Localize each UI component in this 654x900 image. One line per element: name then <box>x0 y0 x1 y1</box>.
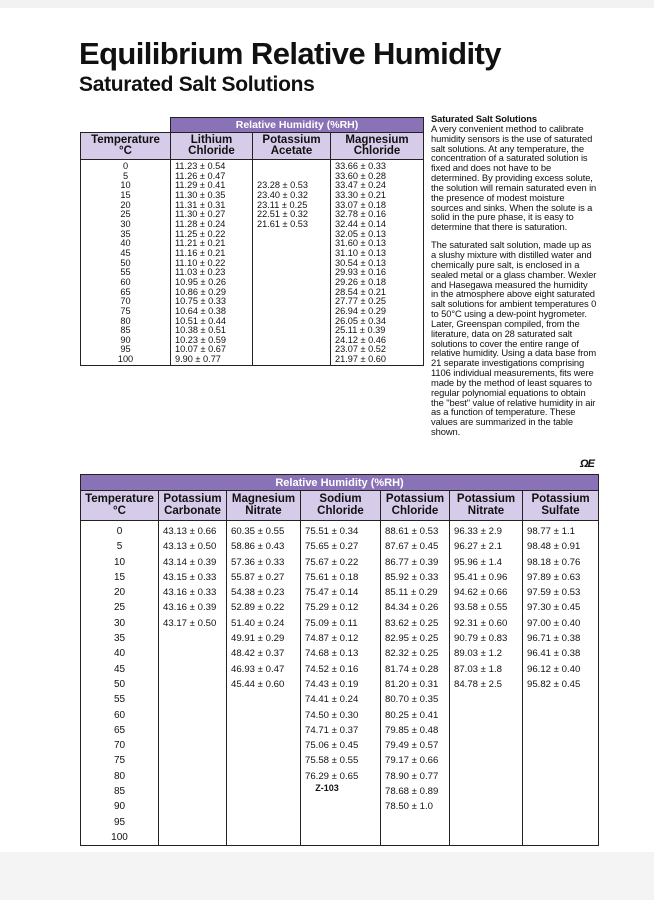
bottom-value-cell <box>159 723 227 738</box>
bottom-temperature-cell: 90 <box>81 799 159 814</box>
bottom-value-cell: 85.92 ± 0.33 <box>381 570 450 585</box>
bottom-value-cell: 82.95 ± 0.25 <box>381 631 450 646</box>
top-value-cell: 31.10 ± 0.13 <box>331 249 424 259</box>
bottom-value-cell: 82.32 ± 0.25 <box>381 646 450 661</box>
top-value-cell: 10.75 ± 0.33 <box>171 297 253 307</box>
bottom-column-header-line: Potassium <box>531 493 590 505</box>
bottom-value-cell: 46.93 ± 0.47 <box>227 662 301 677</box>
bottom-column-header-line: Potassium <box>456 493 516 505</box>
bottom-column-header-line: Chloride <box>317 504 364 517</box>
bottom-value-cell <box>523 799 599 814</box>
bottom-temperature-cell: 10 <box>81 555 159 570</box>
top-temperature-cell: 30 <box>81 220 171 230</box>
top-value-cell: 32.78 ± 0.16 <box>331 210 424 220</box>
top-value-cell <box>253 317 331 327</box>
bottom-column-header-line: Carbonate <box>164 504 221 517</box>
bottom-table-row <box>81 521 599 540</box>
bottom-value-cell: 84.34 ± 0.26 <box>381 600 450 615</box>
top-temperature-cell: 25 <box>81 210 171 220</box>
bottom-value-cell: 74.71 ± 0.37 <box>301 723 381 738</box>
top-value-cell <box>253 259 331 269</box>
top-temperature-cell: 60 <box>81 278 171 288</box>
bottom-value-cell <box>159 830 227 846</box>
top-value-cell <box>253 345 331 355</box>
bottom-value-cell: 86.77 ± 0.39 <box>381 555 450 570</box>
bottom-value-cell <box>227 723 301 738</box>
top-value-cell: 32.44 ± 0.14 <box>331 220 424 230</box>
bottom-value-cell: 48.42 ± 0.37 <box>227 646 301 661</box>
bottom-column-header <box>227 491 301 521</box>
bottom-table-row <box>81 600 599 615</box>
top-value-cell: 30.54 ± 0.13 <box>331 259 424 269</box>
bottom-value-cell: 78.68 ± 0.89 <box>381 784 450 799</box>
top-value-cell: 11.03 ± 0.23 <box>171 268 253 278</box>
bottom-value-cell: 78.50 ± 1.0 <box>381 799 450 814</box>
top-value-cell <box>253 297 331 307</box>
bottom-value-cell <box>159 815 227 830</box>
top-temperature-cell: 0 <box>81 160 171 172</box>
bottom-value-cell <box>159 646 227 661</box>
bottom-table-row <box>81 539 599 554</box>
bottom-value-cell: 92.31 ± 0.60 <box>450 616 523 631</box>
bottom-temperature-cell: 80 <box>81 769 159 784</box>
top-table-row <box>81 160 424 172</box>
top-temperature-cell: 80 <box>81 317 171 327</box>
top-value-cell: 23.07 ± 0.52 <box>331 345 424 355</box>
bottom-value-cell: 83.62 ± 0.25 <box>381 616 450 631</box>
top-value-cell <box>253 249 331 259</box>
bottom-value-cell: 96.12 ± 0.40 <box>523 662 599 677</box>
top-value-cell: 10.95 ± 0.26 <box>171 278 253 288</box>
bottom-value-cell: 55.87 ± 0.27 <box>227 570 301 585</box>
bottom-temperature-cell: 65 <box>81 723 159 738</box>
bottom-column-header <box>381 491 450 521</box>
bottom-column-header-line: Chloride <box>391 504 439 517</box>
bottom-table-row <box>81 830 599 846</box>
bottom-column-header <box>523 491 599 521</box>
top-value-cell: 11.26 ± 0.47 <box>171 172 253 182</box>
bottom-value-cell <box>450 738 523 753</box>
top-temperature-cell: 10 <box>81 181 171 191</box>
top-value-cell <box>253 268 331 278</box>
top-column-header-line: Lithium <box>190 133 233 146</box>
top-value-cell: 32.05 ± 0.13 <box>331 230 424 240</box>
top-value-cell: 33.60 ± 0.28 <box>331 172 424 182</box>
top-humidity-table <box>80 117 424 366</box>
bottom-value-cell: 43.13 ± 0.66 <box>159 521 227 540</box>
top-temperature-cell: 95 <box>81 345 171 355</box>
top-temperature-cell: 50 <box>81 259 171 269</box>
top-value-cell: 27.77 ± 0.25 <box>331 297 424 307</box>
scan-edge-bottom <box>0 852 654 900</box>
top-value-cell: 33.30 ± 0.21 <box>331 191 424 201</box>
bottom-table-row <box>81 692 599 707</box>
bottom-value-cell <box>159 692 227 707</box>
bottom-value-cell: 75.06 ± 0.45 <box>301 738 381 753</box>
bottom-value-cell: 98.77 ± 1.1 <box>523 521 599 540</box>
bottom-table-row <box>81 815 599 830</box>
bottom-value-cell: 43.15 ± 0.33 <box>159 570 227 585</box>
bottom-table-row <box>81 585 599 600</box>
bottom-value-cell <box>450 708 523 723</box>
top-temperature-cell: 45 <box>81 249 171 259</box>
top-column-header <box>171 133 253 160</box>
bottom-value-cell: 79.49 ± 0.57 <box>381 738 450 753</box>
bottom-temperature-cell: 40 <box>81 646 159 661</box>
bottom-value-cell: 75.51 ± 0.34 <box>301 521 381 540</box>
bottom-table-row <box>81 570 599 585</box>
bottom-value-cell: 98.48 ± 0.91 <box>523 539 599 554</box>
bottom-value-cell: 95.82 ± 0.45 <box>523 677 599 692</box>
bottom-temperature-header <box>81 491 159 521</box>
bottom-temperature-cell: 25 <box>81 600 159 615</box>
top-value-cell <box>253 307 331 317</box>
bottom-table-row <box>81 616 599 631</box>
bottom-table-row <box>81 555 599 570</box>
bottom-value-cell <box>301 799 381 814</box>
bottom-value-cell <box>450 692 523 707</box>
bottom-value-cell: 78.90 ± 0.77 <box>381 769 450 784</box>
bottom-value-cell <box>523 815 599 830</box>
bottom-value-cell <box>227 738 301 753</box>
bottom-value-cell: 43.13 ± 0.50 <box>159 539 227 554</box>
scan-edge-top <box>0 0 654 8</box>
bottom-column-header-line: Potassium <box>163 493 222 505</box>
bottom-table-row <box>81 753 599 768</box>
top-temperature-cell: 75 <box>81 307 171 317</box>
bottom-value-cell: 95.96 ± 1.4 <box>450 555 523 570</box>
top-value-cell <box>253 239 331 249</box>
bottom-value-cell <box>159 738 227 753</box>
bottom-value-cell: 84.78 ± 2.5 <box>450 677 523 692</box>
top-column-header-line: Magnesium <box>345 133 409 146</box>
top-value-cell <box>253 326 331 336</box>
bottom-value-cell: 74.87 ± 0.12 <box>301 631 381 646</box>
bottom-value-cell: 97.59 ± 0.53 <box>523 585 599 600</box>
bottom-value-cell <box>159 799 227 814</box>
bottom-value-cell <box>523 692 599 707</box>
bottom-column-header <box>159 491 227 521</box>
top-value-cell <box>253 336 331 346</box>
top-value-cell: 33.47 ± 0.24 <box>331 181 424 191</box>
bottom-value-cell: 79.17 ± 0.66 <box>381 753 450 768</box>
bottom-table-row <box>81 708 599 723</box>
side-paragraph-1: A very convenient method to calibrate humidity sensors is the use of saturated salt solutions. At any temperature, the concentration of a saturated solution is fixed and does not have to be determined. By providing excess solute, the solution will remain saturated even in the presence of modest moisture sources and sinks. When the solute is a solid in the pure phase, it is easy to determine that there is saturation. <box>431 122 597 233</box>
bottom-value-cell: 97.00 ± 0.40 <box>523 616 599 631</box>
top-temperature-cell: 65 <box>81 288 171 298</box>
bottom-value-cell: 45.44 ± 0.60 <box>227 677 301 692</box>
top-value-cell: 11.29 ± 0.41 <box>171 181 253 191</box>
top-value-cell <box>253 288 331 298</box>
top-value-cell: 11.23 ± 0.54 <box>171 160 253 172</box>
bottom-value-cell <box>523 708 599 723</box>
top-value-cell: 11.30 ± 0.27 <box>171 210 253 220</box>
bottom-table-row <box>81 799 599 814</box>
bottom-value-cell: 97.89 ± 0.63 <box>523 570 599 585</box>
bottom-temperature-cell: 55 <box>81 692 159 707</box>
top-value-cell: 11.31 ± 0.31 <box>171 201 253 211</box>
bottom-table-row <box>81 723 599 738</box>
top-temperature-cell: 20 <box>81 201 171 211</box>
top-value-cell: 31.60 ± 0.13 <box>331 239 424 249</box>
bottom-value-cell <box>381 815 450 830</box>
bottom-temperature-cell: 15 <box>81 570 159 585</box>
bottom-value-cell: 43.16 ± 0.39 <box>159 600 227 615</box>
top-value-cell <box>253 160 331 172</box>
side-description <box>431 114 597 437</box>
top-value-cell: 10.86 ± 0.29 <box>171 288 253 298</box>
bottom-value-cell: 94.62 ± 0.66 <box>450 585 523 600</box>
top-value-cell: 24.12 ± 0.46 <box>331 336 424 346</box>
top-value-cell: 11.16 ± 0.21 <box>171 249 253 259</box>
bottom-value-cell <box>227 708 301 723</box>
top-value-cell: 11.28 ± 0.24 <box>171 220 253 230</box>
bottom-value-cell <box>227 769 301 784</box>
top-column-header-line: Chloride <box>188 145 235 157</box>
bottom-value-cell: 75.65 ± 0.27 <box>301 539 381 554</box>
top-value-cell: 26.05 ± 0.34 <box>331 317 424 327</box>
top-value-cell: 26.94 ± 0.29 <box>331 307 424 317</box>
bottom-value-cell: 79.85 ± 0.48 <box>381 723 450 738</box>
page-subtitle: Saturated Salt Solutions <box>79 73 315 96</box>
top-temperature-header-line: Temperature <box>91 133 160 146</box>
bottom-value-cell: 43.14 ± 0.39 <box>159 555 227 570</box>
bottom-temperature-cell: 85 <box>81 784 159 799</box>
bottom-value-cell: 81.74 ± 0.28 <box>381 662 450 677</box>
top-table-row <box>81 355 424 365</box>
top-value-cell: 29.26 ± 0.18 <box>331 278 424 288</box>
bottom-value-cell: 87.67 ± 0.45 <box>381 539 450 554</box>
bottom-value-cell: 52.89 ± 0.22 <box>227 600 301 615</box>
bottom-value-cell <box>227 753 301 768</box>
top-value-cell: 33.07 ± 0.18 <box>331 201 424 211</box>
bottom-value-cell: 98.18 ± 0.76 <box>523 555 599 570</box>
bottom-value-cell: 76.29 ± 0.65 <box>301 769 381 784</box>
bottom-table-row <box>81 631 599 646</box>
top-value-cell: 29.93 ± 0.16 <box>331 268 424 278</box>
omega-logo: ΩE <box>580 458 594 470</box>
bottom-value-cell <box>523 723 599 738</box>
top-value-cell: 10.07 ± 0.67 <box>171 345 253 355</box>
top-temperature-cell: 100 <box>81 355 171 365</box>
bottom-value-cell <box>450 815 523 830</box>
bottom-table-row <box>81 738 599 753</box>
top-temperature-header <box>81 133 171 160</box>
bottom-value-cell: 90.79 ± 0.83 <box>450 631 523 646</box>
side-paragraph-2: The saturated salt solution, made up as a slushy mixture with distilled water and chemically pure salt, is enclosed in a sealed metal or a glass chamber. Wexler and Hasegawa measured the humidity in the atmosphere above eight saturated salt solutions for ambient temperatures 0 to 50°C using a dew-point hygrometer. Later, Greenspan compiled, from the literature, data on 28 saturated salt solutions to cover the entire range of relative humidity. Using a data base from 21 separate investigations comprising 1106 individual measurements, fits were made by the method of least squares to regular polynomial equations to obtain the "best" value of relative humidity in air as a function of temperature. These values are summarized in the table shown. <box>431 239 597 438</box>
top-value-cell: 33.66 ± 0.33 <box>331 160 424 172</box>
top-value-cell: 10.64 ± 0.38 <box>171 307 253 317</box>
bottom-value-cell: 43.16 ± 0.33 <box>159 585 227 600</box>
bottom-value-cell <box>227 830 301 846</box>
bottom-value-cell: 49.91 ± 0.29 <box>227 631 301 646</box>
top-value-cell: 21.97 ± 0.60 <box>331 355 424 365</box>
bottom-value-cell: 81.20 ± 0.31 <box>381 677 450 692</box>
bottom-value-cell: 96.33 ± 2.9 <box>450 521 523 540</box>
top-temperature-header-line: °C <box>119 145 132 157</box>
bottom-value-cell: 93.58 ± 0.55 <box>450 600 523 615</box>
top-column-header <box>253 133 331 160</box>
top-value-cell: 23.11 ± 0.25 <box>253 201 331 211</box>
bottom-value-cell: 80.25 ± 0.41 <box>381 708 450 723</box>
top-value-cell: 22.51 ± 0.32 <box>253 210 331 220</box>
bottom-value-cell: 97.30 ± 0.45 <box>523 600 599 615</box>
bottom-column-header-line: Sodium <box>319 493 362 505</box>
bottom-temperature-header-line: Temperature <box>85 493 154 505</box>
top-temperature-cell: 55 <box>81 268 171 278</box>
bottom-table-row <box>81 646 599 661</box>
bottom-value-cell <box>523 753 599 768</box>
bottom-column-header-line: Magnesium <box>231 493 296 505</box>
bottom-temperature-cell: 45 <box>81 662 159 677</box>
top-value-cell: 10.51 ± 0.44 <box>171 317 253 327</box>
top-temperature-cell: 15 <box>81 191 171 201</box>
bottom-value-cell: 51.40 ± 0.24 <box>227 616 301 631</box>
top-value-cell: 10.38 ± 0.51 <box>171 326 253 336</box>
bottom-value-cell: 89.03 ± 1.2 <box>450 646 523 661</box>
bottom-value-cell: 74.52 ± 0.16 <box>301 662 381 677</box>
bottom-value-cell: 54.38 ± 0.23 <box>227 585 301 600</box>
top-temperature-cell: 40 <box>81 239 171 249</box>
page-number: Z-103 <box>315 783 339 793</box>
bottom-value-cell <box>301 830 381 846</box>
top-value-cell: 23.40 ± 0.32 <box>253 191 331 201</box>
bottom-temperature-header-line: °C <box>113 504 126 517</box>
top-temperature-cell: 70 <box>81 297 171 307</box>
bottom-value-cell <box>227 815 301 830</box>
page-title: Equilibrium Relative Humidity <box>79 36 501 71</box>
bottom-value-cell: 96.71 ± 0.38 <box>523 631 599 646</box>
bottom-column-header-line: Nitrate <box>245 504 282 517</box>
bottom-value-cell <box>450 769 523 784</box>
top-table-group-header: Relative Humidity (%RH) <box>171 118 424 133</box>
bottom-value-cell: 87.03 ± 1.8 <box>450 662 523 677</box>
bottom-value-cell: 75.58 ± 0.55 <box>301 753 381 768</box>
bottom-value-cell: 43.17 ± 0.50 <box>159 616 227 631</box>
top-temperature-cell: 5 <box>81 172 171 182</box>
top-value-cell: 11.21 ± 0.21 <box>171 239 253 249</box>
bottom-temperature-cell: 60 <box>81 708 159 723</box>
bottom-temperature-cell: 35 <box>81 631 159 646</box>
bottom-value-cell: 96.41 ± 0.38 <box>523 646 599 661</box>
bottom-value-cell <box>159 769 227 784</box>
bottom-value-cell: 58.86 ± 0.43 <box>227 539 301 554</box>
top-value-cell: 9.90 ± 0.77 <box>171 355 253 365</box>
bottom-value-cell <box>301 815 381 830</box>
bottom-value-cell: 75.29 ± 0.12 <box>301 600 381 615</box>
bottom-value-cell <box>159 631 227 646</box>
top-value-cell: 11.10 ± 0.22 <box>171 259 253 269</box>
bottom-value-cell <box>227 692 301 707</box>
top-column-header <box>331 133 424 160</box>
top-column-header-line: Chloride <box>353 145 401 157</box>
top-value-cell: 11.30 ± 0.35 <box>171 191 253 201</box>
bottom-temperature-cell: 5 <box>81 539 159 554</box>
bottom-value-cell <box>159 753 227 768</box>
bottom-value-cell: 75.09 ± 0.11 <box>301 616 381 631</box>
bottom-value-cell: 80.70 ± 0.35 <box>381 692 450 707</box>
top-value-cell: 28.54 ± 0.21 <box>331 288 424 298</box>
bottom-temperature-cell: 70 <box>81 738 159 753</box>
top-value-cell <box>253 355 331 365</box>
bottom-value-cell <box>159 662 227 677</box>
bottom-value-cell <box>450 753 523 768</box>
bottom-temperature-cell: 30 <box>81 616 159 631</box>
bottom-table-group-header: Relative Humidity (%RH) <box>81 475 599 491</box>
bottom-temperature-cell: 50 <box>81 677 159 692</box>
top-temperature-cell: 90 <box>81 336 171 346</box>
bottom-value-cell <box>381 830 450 846</box>
bottom-value-cell: 60.35 ± 0.55 <box>227 521 301 540</box>
bottom-value-cell: 74.43 ± 0.19 <box>301 677 381 692</box>
bottom-value-cell: 75.47 ± 0.14 <box>301 585 381 600</box>
top-value-cell <box>253 278 331 288</box>
bottom-column-header-line: Nitrate <box>467 504 505 517</box>
bottom-value-cell <box>523 830 599 846</box>
bottom-value-cell: 74.68 ± 0.13 <box>301 646 381 661</box>
bottom-temperature-cell: 75 <box>81 753 159 768</box>
bottom-value-cell: 75.61 ± 0.18 <box>301 570 381 585</box>
bottom-temperature-cell: 20 <box>81 585 159 600</box>
top-value-cell: 10.23 ± 0.59 <box>171 336 253 346</box>
bottom-column-header <box>301 491 381 521</box>
bottom-value-cell: 88.61 ± 0.53 <box>381 521 450 540</box>
top-column-header-line: Potassium <box>262 133 321 146</box>
bottom-temperature-cell: 0 <box>81 521 159 540</box>
bottom-temperature-cell: 95 <box>81 815 159 830</box>
side-heading: Saturated Salt Solutions <box>431 113 537 124</box>
bottom-value-cell <box>159 677 227 692</box>
top-value-cell <box>253 230 331 240</box>
bottom-value-cell <box>523 738 599 753</box>
bottom-column-header-line: Sulfate <box>541 504 580 517</box>
bottom-table-row <box>81 662 599 677</box>
bottom-table-row <box>81 677 599 692</box>
bottom-value-cell: 95.41 ± 0.96 <box>450 570 523 585</box>
bottom-value-cell: 74.41 ± 0.24 <box>301 692 381 707</box>
bottom-value-cell <box>450 830 523 846</box>
top-value-cell: 21.61 ± 0.53 <box>253 220 331 230</box>
bottom-column-header-line: Potassium <box>385 493 445 505</box>
top-temperature-cell: 85 <box>81 326 171 336</box>
bottom-value-cell <box>450 723 523 738</box>
top-value-cell: 23.28 ± 0.53 <box>253 181 331 191</box>
top-temperature-cell: 35 <box>81 230 171 240</box>
bottom-value-cell <box>523 769 599 784</box>
bottom-temperature-cell: 100 <box>81 830 159 846</box>
bottom-value-cell: 57.36 ± 0.33 <box>227 555 301 570</box>
top-column-header-line: Acetate <box>270 145 313 157</box>
bottom-table-row <box>81 769 599 784</box>
top-value-cell: 25.11 ± 0.39 <box>331 326 424 336</box>
bottom-value-cell <box>450 799 523 814</box>
bottom-value-cell <box>159 708 227 723</box>
bottom-value-cell: 75.67 ± 0.22 <box>301 555 381 570</box>
bottom-value-cell: 96.27 ± 2.1 <box>450 539 523 554</box>
bottom-value-cell <box>227 799 301 814</box>
bottom-value-cell: 74.50 ± 0.30 <box>301 708 381 723</box>
top-value-cell: 11.25 ± 0.22 <box>171 230 253 240</box>
bottom-value-cell: 85.11 ± 0.29 <box>381 585 450 600</box>
bottom-column-header <box>450 491 523 521</box>
